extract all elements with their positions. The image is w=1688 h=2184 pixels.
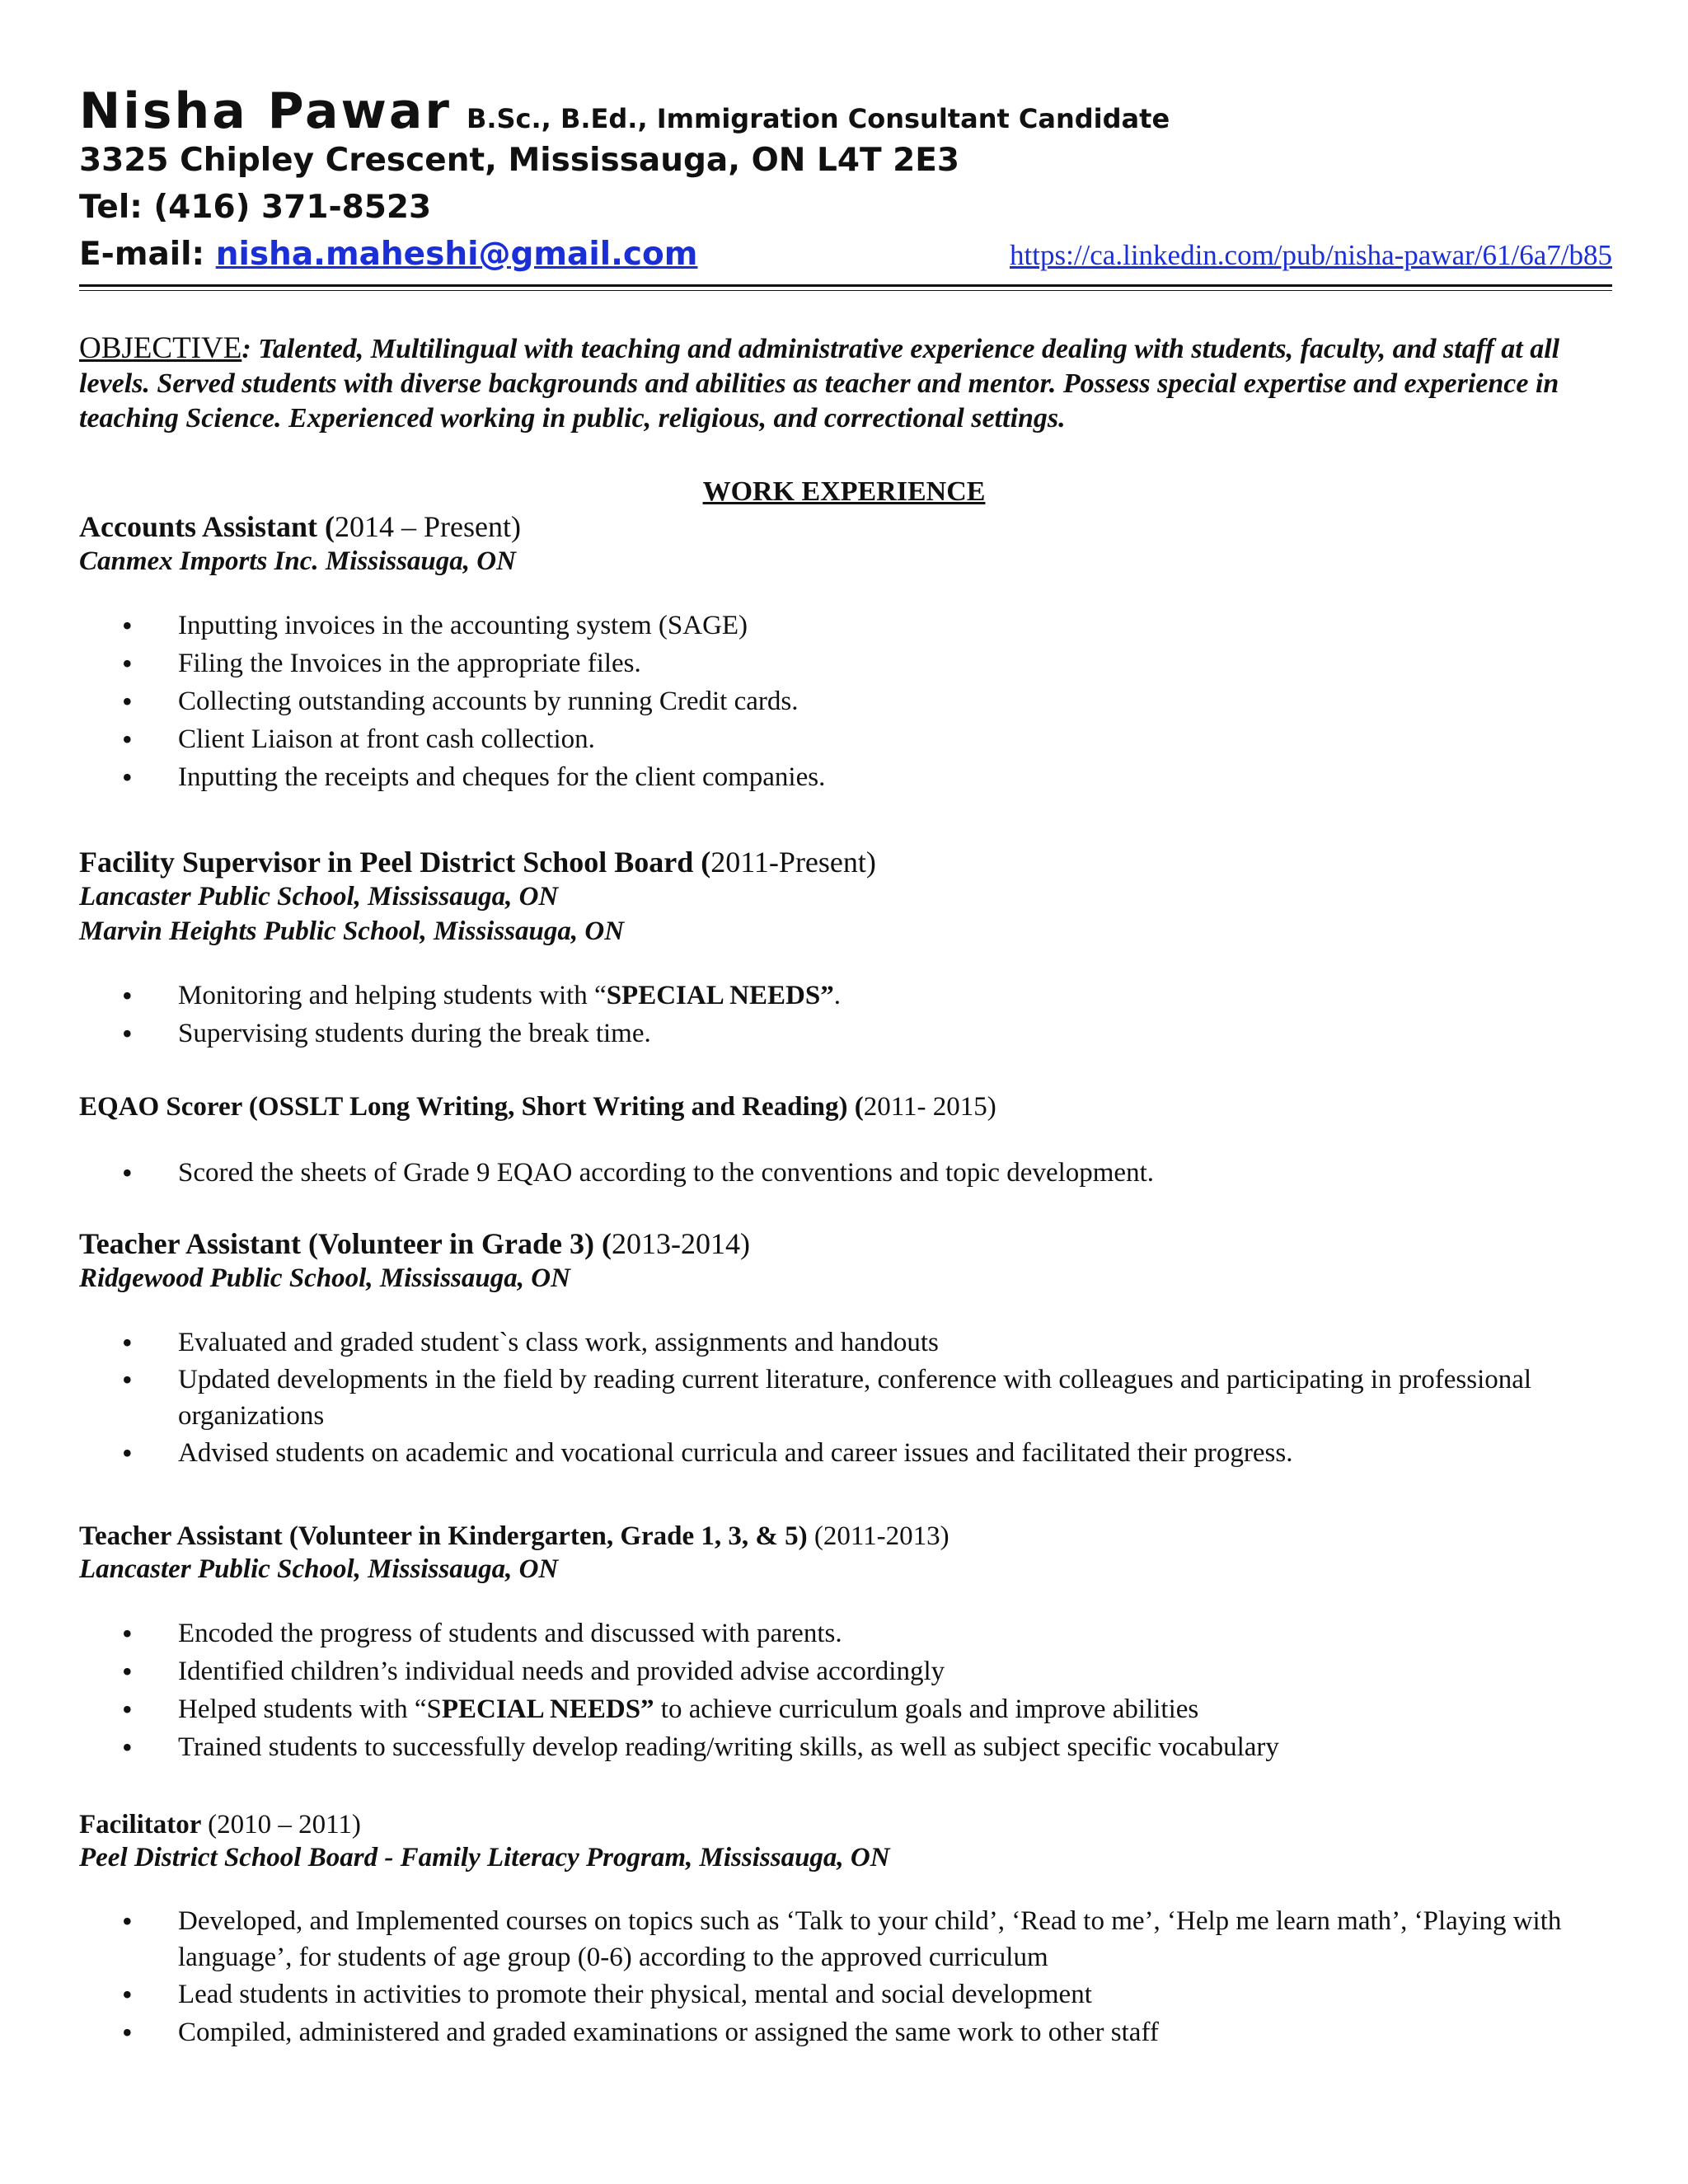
objective-label: OBJECTIVE — [79, 331, 242, 365]
header-divider-thin — [79, 290, 1612, 291]
job-years: (2010 – 2011) — [208, 1810, 361, 1840]
list-item: • Compiled, administered and graded examinations or assigned the same work to other staff — [79, 2013, 1612, 2051]
list-item: • Updated developments in the field by reading current literature, conference with colleagues and participating in professional organizations — [79, 1361, 1612, 1434]
header-divider-thick — [79, 284, 1612, 287]
list-item: • Developed, and Implemented courses on topics such as ‘Talk to your child’, ‘Read to me’, ‘Help me learn math’, ‘Playing with language’, for students of age group (0-6) according to the approved curriculum — [79, 1903, 1612, 1975]
job-bullets — [79, 607, 1612, 796]
resume-header — [79, 82, 1612, 280]
job-bullets — [79, 1324, 1612, 1472]
list-item: • Client Liaison at front cash collection. — [79, 720, 1612, 758]
job-bullets — [79, 1154, 1612, 1192]
job-years: 2013-2014) — [612, 1227, 750, 1260]
employer: Canmex Imports Inc. Mississauga, ON — [79, 546, 516, 576]
candidate-name: Nisha Pawar — [79, 82, 452, 140]
job-bullets — [79, 1615, 1612, 1766]
address: 3325 Chipley Crescent, Mississauga, ON L4T 2E3 — [79, 142, 960, 179]
job-title: EQAO Scorer (OSSLT Long Writing, Short Writing and Reading) (2011- 2015) — [79, 1092, 996, 1122]
job-years: (2011-2013) — [814, 1521, 950, 1551]
job-accounts-assistant — [79, 509, 1612, 796]
job-bullets — [79, 977, 1612, 1052]
job-facility-supervisor — [79, 845, 1612, 1052]
list-item: • Advised students on academic and vocational curricula and career issues and facilitated their progress. — [79, 1434, 1612, 1472]
job-title: Accounts Assistant (2014 – Present) — [79, 510, 521, 543]
email-line — [79, 236, 1612, 280]
list-item: • Supervising students during the break time. — [79, 1015, 1612, 1052]
job-title: Teacher Assistant (Volunteer in Kindergarten, Grade 1, 3, & 5) (2011-2013) — [79, 1521, 950, 1551]
employer: Lancaster Public School, Mississauga, ON — [79, 1554, 559, 1584]
objective-section — [79, 331, 1612, 436]
job-eqao-scorer — [79, 1092, 1612, 1192]
job-years: 2011- 2015) — [863, 1092, 996, 1122]
list-item: • Inputting invoices in the accounting system (SAGE) — [79, 607, 1612, 644]
list-item: • Collecting outstanding accounts by running Credit cards. — [79, 682, 1612, 720]
list-item: • Filing the Invoices in the appropriate files. — [79, 644, 1612, 682]
list-item: • Lead students in activities to promote their physical, mental and social development — [79, 1975, 1612, 2013]
employer: Ridgewood Public School, Mississauga, ON — [79, 1263, 570, 1293]
list-item: • Inputting the receipts and cheques for the client companies. — [79, 758, 1612, 796]
employer: Lancaster Public School, Mississauga, ON — [79, 882, 559, 912]
telephone: Tel: (416) 371-8523 — [79, 189, 432, 226]
list-item: • Helped students with “SPECIAL NEEDS” to achieve curriculum goals and improve abilities — [79, 1690, 1612, 1728]
job-teacher-assistant-kindergarten — [79, 1521, 1612, 1766]
job-title: Teacher Assistant (Volunteer in Grade 3) (2013-2014) — [79, 1227, 750, 1260]
name-line — [79, 82, 1612, 142]
email-link[interactable]: nisha.maheshi@gmail.com — [215, 236, 698, 273]
job-bullets — [79, 1903, 1612, 2051]
list-item: • Scored the sheets of Grade 9 EQAO according to the conventions and topic development. — [79, 1154, 1612, 1192]
employer: Peel District School Board - Family Literacy Program, Mississauga, ON — [79, 1843, 890, 1872]
linkedin-link[interactable]: https://ca.linkedin.com/pub/nisha-pawar/61/6a7/b85 — [1010, 239, 1612, 271]
credentials: B.Sc., B.Ed., Immigration Consultant Candidate — [466, 103, 1170, 134]
list-item: • Monitoring and helping students with “SPECIAL NEEDS”. — [79, 977, 1612, 1015]
list-item: • Identified children’s individual needs and provided advise accordingly — [79, 1652, 1612, 1690]
job-title: Facilitator (2010 – 2011) — [79, 1810, 361, 1840]
email-label: E-mail: — [79, 236, 216, 273]
list-item: • Trained students to successfully develop reading/writing skills, as well as subject specific vocabulary — [79, 1728, 1612, 1766]
work-experience-heading: WORK EXPERIENCE — [702, 476, 986, 507]
employer: Marvin Heights Public School, Mississauga, ON — [79, 916, 625, 946]
job-years: 2014 – Present) — [335, 510, 521, 543]
job-title: Facility Supervisor in Peel District School Board (2011-Present) — [79, 846, 876, 879]
job-teacher-assistant-grade3 — [79, 1226, 1612, 1472]
list-item: • Evaluated and graded student`s class work, assignments and handouts — [79, 1324, 1612, 1361]
job-facilitator — [79, 1810, 1612, 2051]
job-years: 2011-Present) — [710, 846, 876, 879]
objective-text: : Talented, Multilingual with teaching and administrative experience dealing with students, faculty, and staff at all levels. Served students with diverse backgrounds and abilities as teacher and mentor. Possess special expertise and experience in teaching Science. Experienced working in public, religious, and correctional settings. — [79, 334, 1560, 434]
list-item: • Encoded the progress of students and discussed with parents. — [79, 1615, 1612, 1652]
